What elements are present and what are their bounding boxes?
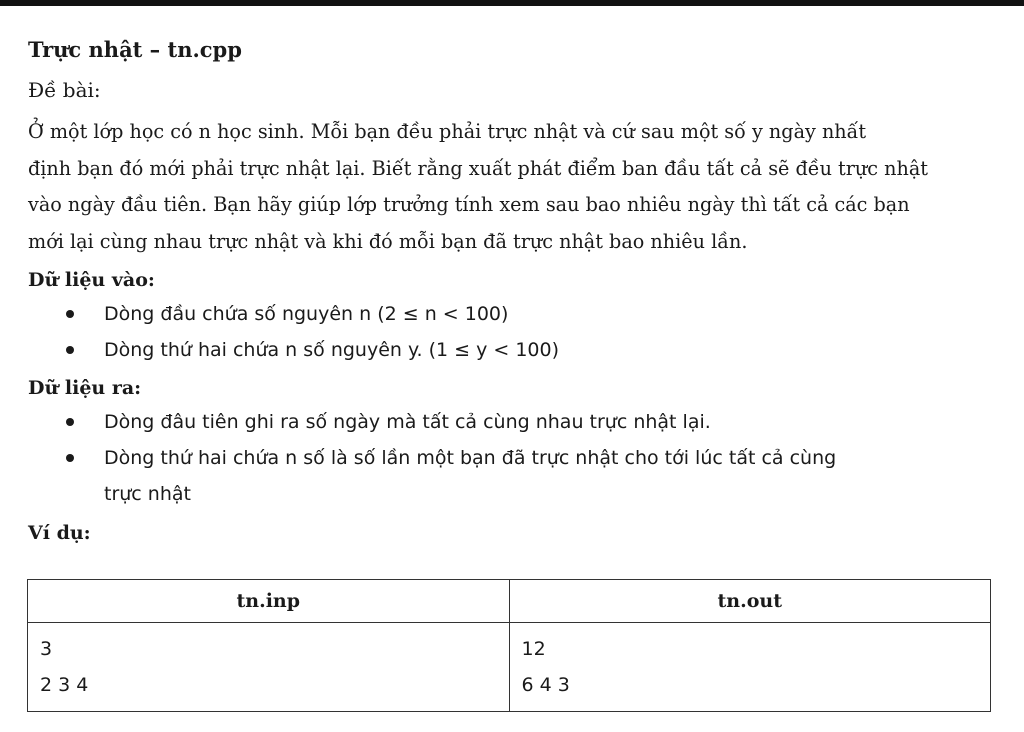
- output-list: [28, 404, 1018, 512]
- list-item: Dòng đâu tiên ghi ra số ngày mà tất cả cùng nhau trực nhật lại.: [28, 404, 1018, 440]
- input-line: 3: [40, 638, 53, 660]
- description-line: Ở một lớp học có n học sinh. Mỗi bạn đều phải trực nhật và cứ sau một số y ngày nhất: [28, 120, 867, 143]
- output-line: 6 4 3: [521, 674, 570, 696]
- problem-label: Đề bài:: [28, 78, 101, 102]
- top-border: [0, 0, 1024, 6]
- bullet-icon: [66, 418, 74, 426]
- input-line: 2 3 4: [40, 674, 89, 696]
- description-line: định bạn đó mới phải trực nhật lại. Biết rằng xuất phát điểm ban đầu tất cả sẽ đều trực nhật: [28, 156, 928, 180]
- bullet-icon: [66, 310, 74, 318]
- description-line: vào ngày đầu tiên. Bạn hãy giúp lớp trưởng tính xem sau bao nhiêu ngày thì tất cả các bạn: [28, 193, 910, 216]
- list-item: Dòng đầu chứa số nguyên n (2 ≤ n < 100): [28, 296, 1018, 332]
- input-section-heading: Dữ liệu vào:: [28, 269, 155, 291]
- list-item: Dòng thứ hai chứa n số là số lần một bạn đã trực nhật cho tới lúc tất cả cùng trực nhật: [28, 440, 1018, 512]
- problem-title: Trực nhật – tn.cpp: [28, 37, 242, 62]
- table-row: [28, 623, 991, 712]
- bullet-icon: [66, 454, 74, 462]
- input-cell: [28, 623, 510, 712]
- output-cell: [509, 623, 991, 712]
- input-file-header: tn.inp: [28, 580, 510, 623]
- problem-statement: [28, 34, 1018, 548]
- input-list: [28, 296, 1018, 368]
- output-line: 12: [521, 638, 546, 660]
- example-label: Ví dụ:: [28, 522, 91, 544]
- list-item: Dòng thứ hai chứa n số nguyên y. (1 ≤ y < 100): [28, 332, 1018, 368]
- description-line: mới lại cùng nhau trực nhật và khi đó mỗi bạn đã trực nhật bao nhiêu lần.: [28, 229, 748, 253]
- example-table: [27, 579, 991, 712]
- output-file-header: tn.out: [509, 580, 991, 623]
- bullet-icon: [66, 346, 74, 354]
- problem-description: [28, 114, 1018, 260]
- output-section-heading: Dữ liệu ra:: [28, 377, 142, 399]
